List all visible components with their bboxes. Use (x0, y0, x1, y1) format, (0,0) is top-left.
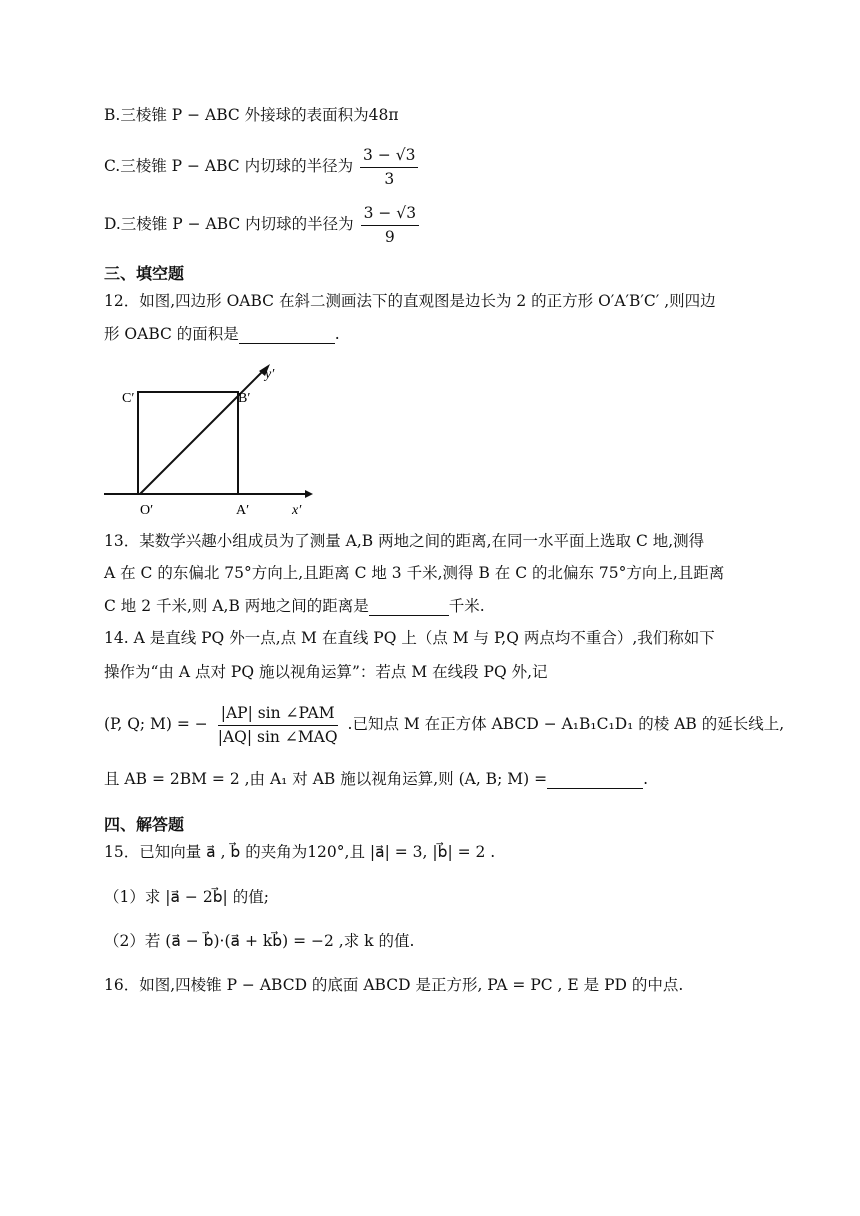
fraction-numerator: 3 − √3 (361, 204, 419, 226)
option-c-fraction (360, 146, 418, 188)
q12-period: . (334, 325, 340, 343)
q14-line2: 操作为“由 A 点对 PQ 施以视角运算”：若点 M 在线段 PQ 外,记 (104, 663, 548, 681)
q14-line1: 14. A 是直线 PQ 外一点,点 M 在直线 PQ 上（点 M 与 P,Q 两点均不重合）,我们称如下 (104, 629, 715, 647)
option-d (104, 204, 421, 246)
option-c-text: C.三棱锥 P − ABC 内切球的半径为 (104, 157, 354, 176)
option-d-fraction (361, 204, 419, 246)
square-oabc (138, 392, 238, 494)
formula-left: (P, Q; M) = − (104, 715, 208, 734)
q15-part2: （2）若 (a⃗ − b⃗)·(a⃗ + kb⃗) = −2 ,求 k 的值. (104, 932, 415, 950)
q12-line1: 12．如图,四边形 OABC 在斜二测画法下的直观图是边长为 2 的正方形 O′A′B′C′ ,则四边 (104, 292, 716, 310)
label-o: O′ (140, 503, 154, 518)
fraction-denominator: |AQ| sin ∠MAQ (217, 727, 338, 746)
q14-text: 且 AB = 2BM = 2 ,由 A₁ 对 AB 施以视角运算,则 (A, B; M) = (104, 770, 548, 788)
q13-text: C 地 2 千米,则 A,B 两地之间的距离是 (104, 597, 369, 615)
q16-line1: 16．如图,四棱锥 P − ABCD 的底面 ABCD 是正方形, PA = PC , E 是 PD 的中点. (104, 976, 684, 994)
fraction-denominator: 3 (384, 169, 395, 188)
fraction-denominator: 9 (384, 227, 395, 246)
label-c: C′ (122, 391, 135, 406)
section-heading-fill-in: 三、填空题 (104, 264, 185, 283)
q12-text: 形 OABC 的面积是 (104, 325, 239, 343)
fraction-numerator: |AP| sin ∠PAM (218, 704, 338, 726)
q14-text: .已知点 M 在正方体 ABCD − A₁B₁C₁D₁ 的棱 AB 的延长线上, (347, 715, 785, 734)
q15-part1: （1）求 |a⃗ − 2b⃗| 的值; (104, 888, 269, 906)
q14-line4 (104, 770, 648, 789)
fraction-numerator: 3 − √3 (360, 146, 418, 168)
option-b-text: B.三棱锥 P − ABC 外接球的表面积为48π (104, 106, 399, 124)
answer-blank (547, 772, 643, 789)
q15-line1: 15．已知向量 a⃗ , b⃗ 的夹角为120°,且 |a⃗| = 3, |b⃗| = 2 . (104, 843, 496, 861)
q12-line2 (104, 325, 340, 344)
label-b: B′ (238, 391, 251, 406)
option-b (104, 106, 399, 125)
section-heading-solutions: 四、解答题 (104, 815, 185, 834)
q13-unit: 千米. (448, 597, 485, 615)
answer-blank (369, 599, 449, 616)
q14-period: . (643, 770, 648, 788)
q13-line1: 13．某数学兴趣小组成员为了测量 A,B 两地之间的距离,在同一水平面上选取 C 地,测得 (104, 532, 705, 550)
label-a: A′ (236, 503, 250, 518)
oblique-view-figure (100, 354, 320, 524)
label-y: y′ (265, 367, 275, 382)
label-x: x′ (292, 503, 302, 518)
formula-fraction (215, 704, 341, 746)
q14-line3 (104, 704, 784, 746)
q13-line2: A 在 C 的东偏北 75°方向上,且距离 C 地 3 千米,测得 B 在 C 的北偏东 75°方向上,且距离 (104, 564, 725, 582)
option-c (104, 146, 420, 188)
q13-line3 (104, 597, 485, 616)
option-d-text: D.三棱锥 P − ABC 内切球的半径为 (104, 215, 354, 234)
answer-blank (239, 327, 335, 344)
y-axis (140, 370, 264, 494)
x-axis-arrow (305, 490, 313, 498)
